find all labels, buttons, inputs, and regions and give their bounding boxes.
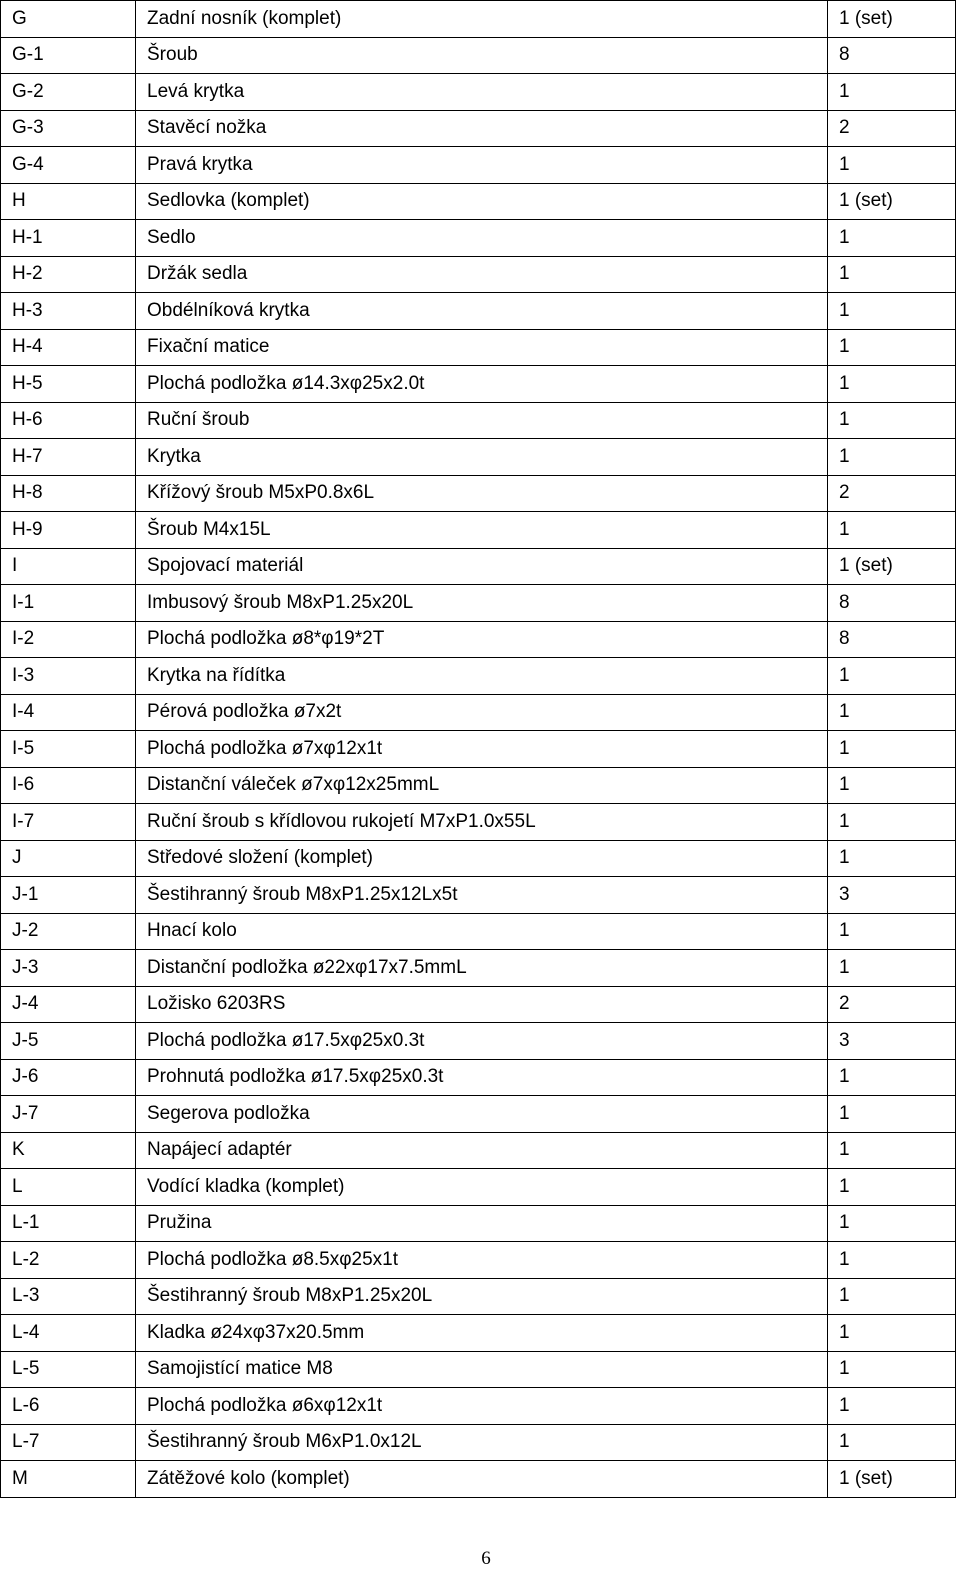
part-quantity: 1 (set) (828, 183, 956, 220)
part-name: Držák sedla (136, 256, 828, 293)
table-row (1, 37, 956, 74)
part-code: I-5 (1, 731, 136, 768)
part-name: Stavěcí nožka (136, 110, 828, 147)
part-code: H (1, 183, 136, 220)
part-quantity: 1 (828, 1132, 956, 1169)
part-quantity: 1 (828, 840, 956, 877)
table-row (1, 220, 956, 257)
part-name: Šroub M4x15L (136, 512, 828, 549)
part-code: M (1, 1461, 136, 1498)
part-code: H-2 (1, 256, 136, 293)
table-row (1, 804, 956, 841)
part-quantity: 1 (828, 913, 956, 950)
part-name: Vodící kladka (komplet) (136, 1169, 828, 1206)
part-code: J-5 (1, 1023, 136, 1060)
part-name: Samojistící matice M8 (136, 1351, 828, 1388)
table-row (1, 147, 956, 184)
part-code: H-4 (1, 329, 136, 366)
table-row (1, 475, 956, 512)
table-row (1, 1169, 956, 1206)
table-row (1, 694, 956, 731)
part-quantity: 3 (828, 1023, 956, 1060)
part-code: I-3 (1, 658, 136, 695)
parts-table-body (1, 1, 956, 1498)
part-quantity: 8 (828, 621, 956, 658)
table-row (1, 256, 956, 293)
page-number: 6 (481, 1548, 491, 1569)
part-code: H-3 (1, 293, 136, 330)
table-row (1, 1278, 956, 1315)
part-name: Plochá podložka ø7xφ12x1t (136, 731, 828, 768)
table-row (1, 183, 956, 220)
table-row (1, 1351, 956, 1388)
part-code: I-4 (1, 694, 136, 731)
table-row (1, 512, 956, 549)
part-name: Obdélníková krytka (136, 293, 828, 330)
part-quantity: 2 (828, 475, 956, 512)
part-name: Ruční šroub (136, 402, 828, 439)
part-name: Plochá podložka ø8*φ19*2T (136, 621, 828, 658)
part-code: I-7 (1, 804, 136, 841)
part-name: Šestihranný šroub M6xP1.0x12L (136, 1424, 828, 1461)
table-row (1, 366, 956, 403)
part-quantity: 8 (828, 37, 956, 74)
part-name: Plochá podložka ø6xφ12x1t (136, 1388, 828, 1425)
part-name: Šestihranný šroub M8xP1.25x12Lx5t (136, 877, 828, 914)
part-quantity: 1 (828, 220, 956, 257)
part-name: Napájecí adaptér (136, 1132, 828, 1169)
part-code: J (1, 840, 136, 877)
table-row (1, 1388, 956, 1425)
table-row (1, 1, 956, 38)
part-code: I-2 (1, 621, 136, 658)
table-row (1, 840, 956, 877)
part-quantity: 1 (828, 731, 956, 768)
part-name: Segerova podložka (136, 1096, 828, 1133)
part-code: L-2 (1, 1242, 136, 1279)
part-quantity: 1 (828, 1096, 956, 1133)
part-quantity: 1 (828, 512, 956, 549)
table-row (1, 1059, 956, 1096)
part-code: G-2 (1, 74, 136, 111)
part-code: L-5 (1, 1351, 136, 1388)
part-code: L (1, 1169, 136, 1206)
part-code: I (1, 548, 136, 585)
part-name: Šestihranný šroub M8xP1.25x20L (136, 1278, 828, 1315)
part-name: Šroub (136, 37, 828, 74)
part-quantity: 1 (828, 1278, 956, 1315)
part-code: I-6 (1, 767, 136, 804)
part-quantity: 1 (828, 256, 956, 293)
table-row (1, 1461, 956, 1498)
part-name: Sedlo (136, 220, 828, 257)
table-row (1, 548, 956, 585)
part-quantity: 1 (828, 804, 956, 841)
part-code: I-1 (1, 585, 136, 622)
part-code: H-7 (1, 439, 136, 476)
part-quantity: 1 (828, 439, 956, 476)
part-quantity: 1 (828, 658, 956, 695)
part-quantity: 1 (828, 950, 956, 987)
part-code: H-1 (1, 220, 136, 257)
part-name: Hnací kolo (136, 913, 828, 950)
part-name: Plochá podložka ø17.5xφ25x0.3t (136, 1023, 828, 1060)
table-row (1, 986, 956, 1023)
part-code: L-3 (1, 1278, 136, 1315)
part-name: Ložisko 6203RS (136, 986, 828, 1023)
part-code: K (1, 1132, 136, 1169)
part-quantity: 1 (set) (828, 1461, 956, 1498)
part-code: H-6 (1, 402, 136, 439)
part-name: Křížový šroub M5xP0.8x6L (136, 475, 828, 512)
part-code: G-3 (1, 110, 136, 147)
table-row (1, 402, 956, 439)
part-code: H-5 (1, 366, 136, 403)
part-name: Kladka ø24xφ37x20.5mm (136, 1315, 828, 1352)
table-row (1, 329, 956, 366)
table-row (1, 293, 956, 330)
part-code: L-6 (1, 1388, 136, 1425)
part-name: Krytka na řídítka (136, 658, 828, 695)
part-name: Spojovací materiál (136, 548, 828, 585)
part-quantity: 1 (828, 329, 956, 366)
part-code: G (1, 1, 136, 38)
part-code: L-4 (1, 1315, 136, 1352)
part-name: Pružina (136, 1205, 828, 1242)
table-row (1, 1023, 956, 1060)
part-code: L-1 (1, 1205, 136, 1242)
part-name: Zátěžové kolo (komplet) (136, 1461, 828, 1498)
part-code: J-6 (1, 1059, 136, 1096)
table-row (1, 585, 956, 622)
part-quantity: 1 (828, 1205, 956, 1242)
part-quantity: 8 (828, 585, 956, 622)
part-name: Plochá podložka ø14.3xφ25x2.0t (136, 366, 828, 403)
part-code: J-7 (1, 1096, 136, 1133)
part-quantity: 1 (828, 1242, 956, 1279)
part-quantity: 1 (828, 366, 956, 403)
part-name: Pérová podložka ø7x2t (136, 694, 828, 731)
table-row (1, 1242, 956, 1279)
table-row (1, 74, 956, 111)
part-quantity: 1 (828, 767, 956, 804)
table-row (1, 621, 956, 658)
part-code: G-1 (1, 37, 136, 74)
part-code: J-2 (1, 913, 136, 950)
part-quantity: 1 (828, 1169, 956, 1206)
part-code: J-1 (1, 877, 136, 914)
part-quantity: 1 (828, 293, 956, 330)
part-quantity: 1 (828, 147, 956, 184)
part-name: Pravá krytka (136, 147, 828, 184)
table-row (1, 658, 956, 695)
table-row (1, 877, 956, 914)
part-quantity: 1 (828, 694, 956, 731)
table-row (1, 110, 956, 147)
part-quantity: 1 (828, 1424, 956, 1461)
part-quantity: 1 (828, 1315, 956, 1352)
part-name: Ruční šroub s křídlovou rukojetí M7xP1.0x55L (136, 804, 828, 841)
part-name: Středové složení (komplet) (136, 840, 828, 877)
part-code: H-8 (1, 475, 136, 512)
table-row (1, 1315, 956, 1352)
part-name: Zadní nosník (komplet) (136, 1, 828, 38)
table-row (1, 1424, 956, 1461)
part-name: Distanční váleček ø7xφ12x25mmL (136, 767, 828, 804)
part-name: Prohnutá podložka ø17.5xφ25x0.3t (136, 1059, 828, 1096)
part-name: Imbusový šroub M8xP1.25x20L (136, 585, 828, 622)
part-quantity: 2 (828, 986, 956, 1023)
table-row (1, 1096, 956, 1133)
table-row (1, 439, 956, 476)
table-row (1, 1132, 956, 1169)
part-name: Plochá podložka ø8.5xφ25x1t (136, 1242, 828, 1279)
part-name: Distanční podložka ø22xφ17x7.5mmL (136, 950, 828, 987)
part-quantity: 1 (828, 402, 956, 439)
part-quantity: 1 (828, 74, 956, 111)
table-row (1, 767, 956, 804)
part-quantity: 1 (set) (828, 1, 956, 38)
table-row (1, 731, 956, 768)
part-quantity: 1 (828, 1059, 956, 1096)
part-quantity: 2 (828, 110, 956, 147)
table-row (1, 950, 956, 987)
part-quantity: 1 (828, 1388, 956, 1425)
part-code: H-9 (1, 512, 136, 549)
part-name: Sedlovka (komplet) (136, 183, 828, 220)
part-name: Levá krytka (136, 74, 828, 111)
part-name: Fixační matice (136, 329, 828, 366)
part-code: G-4 (1, 147, 136, 184)
part-quantity: 1 (set) (828, 548, 956, 585)
part-quantity: 1 (828, 1351, 956, 1388)
part-code: L-7 (1, 1424, 136, 1461)
part-name: Krytka (136, 439, 828, 476)
table-row (1, 913, 956, 950)
part-quantity: 3 (828, 877, 956, 914)
part-code: J-4 (1, 986, 136, 1023)
table-row (1, 1205, 956, 1242)
part-code: J-3 (1, 950, 136, 987)
